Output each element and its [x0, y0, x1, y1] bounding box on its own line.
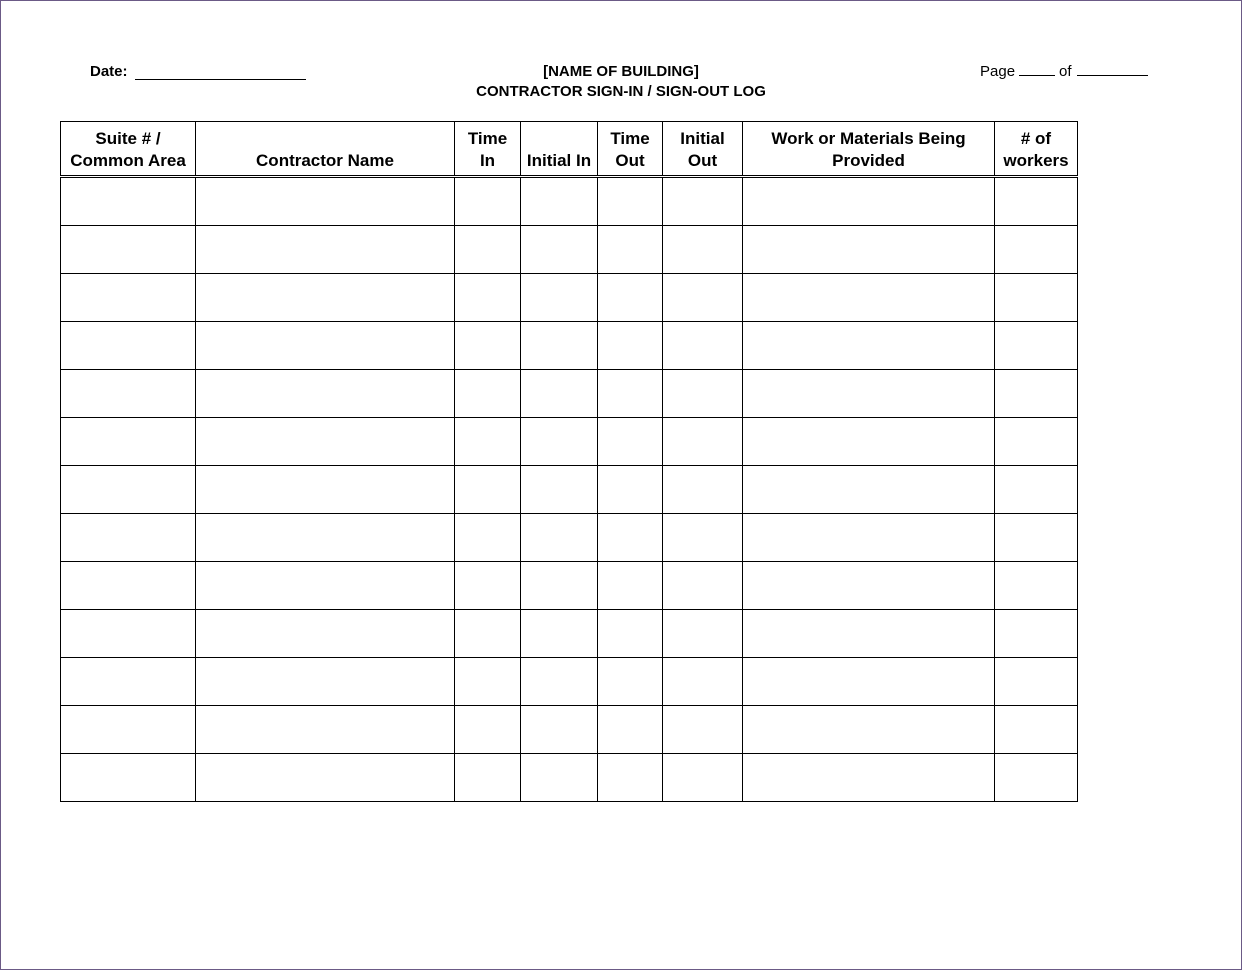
- cell-initial-out[interactable]: [663, 658, 743, 706]
- cell-initial-out[interactable]: [663, 514, 743, 562]
- table-row: [61, 562, 1078, 610]
- cell-time-out[interactable]: [598, 418, 663, 466]
- cell-initial-out[interactable]: [663, 274, 743, 322]
- cell-workers[interactable]: [995, 418, 1078, 466]
- cell-work-materials[interactable]: [743, 274, 995, 322]
- cell-contractor-name[interactable]: [196, 274, 455, 322]
- table-row: [61, 322, 1078, 370]
- cell-work-materials[interactable]: [743, 370, 995, 418]
- cell-suite[interactable]: [61, 370, 196, 418]
- cell-suite[interactable]: [61, 177, 196, 226]
- page-label: Page: [980, 63, 1016, 80]
- cell-time-out[interactable]: [598, 466, 663, 514]
- cell-time-in[interactable]: [455, 226, 521, 274]
- cell-initial-in[interactable]: [521, 706, 598, 754]
- cell-work-materials[interactable]: [743, 706, 995, 754]
- cell-time-out[interactable]: [598, 754, 663, 802]
- cell-suite[interactable]: [61, 226, 196, 274]
- cell-workers[interactable]: [995, 706, 1078, 754]
- cell-contractor-name[interactable]: [196, 610, 455, 658]
- cell-workers[interactable]: [995, 658, 1078, 706]
- cell-workers[interactable]: [995, 177, 1078, 226]
- cell-initial-out[interactable]: [663, 226, 743, 274]
- cell-initial-in[interactable]: [521, 466, 598, 514]
- table-row: [61, 706, 1078, 754]
- table-row: [61, 514, 1078, 562]
- cell-initial-out[interactable]: [663, 610, 743, 658]
- column-header-initial-out: Initial Out: [663, 122, 743, 177]
- cell-time-in[interactable]: [455, 514, 521, 562]
- column-header-time-in: Time In: [455, 122, 521, 177]
- cell-time-out[interactable]: [598, 177, 663, 226]
- cell-contractor-name[interactable]: [196, 322, 455, 370]
- column-header-work-materials: Work or Materials Being Provided: [743, 122, 995, 177]
- cell-suite[interactable]: [61, 754, 196, 802]
- cell-time-in[interactable]: [455, 274, 521, 322]
- cell-suite[interactable]: [61, 466, 196, 514]
- cell-suite[interactable]: [61, 706, 196, 754]
- cell-workers[interactable]: [995, 370, 1078, 418]
- sign-in-log-table: [60, 121, 1078, 802]
- cell-time-out[interactable]: [598, 274, 663, 322]
- cell-time-in[interactable]: [455, 177, 521, 226]
- column-header-initial-in: Initial In: [521, 122, 598, 177]
- column-header-contractor-name: Contractor Name: [196, 122, 455, 177]
- of-label: of: [1059, 63, 1072, 80]
- page-number-block: [980, 63, 1148, 80]
- cell-time-in[interactable]: [455, 706, 521, 754]
- cell-initial-in[interactable]: [521, 658, 598, 706]
- log-title: CONTRACTOR SIGN-IN / SIGN-OUT LOG: [476, 83, 766, 100]
- cell-work-materials[interactable]: [743, 322, 995, 370]
- cell-workers[interactable]: [995, 274, 1078, 322]
- column-header-time-out: Time Out: [598, 122, 663, 177]
- date-blank-line[interactable]: [135, 79, 306, 80]
- cell-workers[interactable]: [995, 466, 1078, 514]
- table-row: [61, 370, 1078, 418]
- cell-initial-out[interactable]: [663, 177, 743, 226]
- page-number-blank[interactable]: [1019, 74, 1055, 76]
- log-body: [61, 177, 1078, 802]
- cell-time-in[interactable]: [455, 418, 521, 466]
- column-header-workers: # of workers: [995, 122, 1078, 177]
- cell-work-materials[interactable]: [743, 562, 995, 610]
- cell-time-out[interactable]: [598, 226, 663, 274]
- cell-work-materials[interactable]: [743, 658, 995, 706]
- column-header-suite: Suite # / Common Area: [61, 122, 196, 177]
- cell-initial-out[interactable]: [663, 322, 743, 370]
- cell-contractor-name[interactable]: [196, 226, 455, 274]
- table-row: [61, 610, 1078, 658]
- cell-contractor-name[interactable]: [196, 177, 455, 226]
- cell-work-materials[interactable]: [743, 610, 995, 658]
- cell-time-out[interactable]: [598, 514, 663, 562]
- cell-contractor-name[interactable]: [196, 562, 455, 610]
- cell-time-in[interactable]: [455, 466, 521, 514]
- table-row: [61, 418, 1078, 466]
- cell-initial-in[interactable]: [521, 418, 598, 466]
- cell-initial-in[interactable]: [521, 754, 598, 802]
- page-total-blank[interactable]: [1077, 74, 1148, 76]
- cell-time-out[interactable]: [598, 610, 663, 658]
- cell-contractor-name[interactable]: [196, 514, 455, 562]
- cell-initial-in[interactable]: [521, 562, 598, 610]
- cell-workers[interactable]: [995, 610, 1078, 658]
- cell-contractor-name[interactable]: [196, 658, 455, 706]
- cell-initial-out[interactable]: [663, 562, 743, 610]
- cell-initial-out[interactable]: [663, 370, 743, 418]
- cell-suite[interactable]: [61, 322, 196, 370]
- cell-time-in[interactable]: [455, 610, 521, 658]
- cell-work-materials[interactable]: [743, 754, 995, 802]
- title-block: [421, 62, 821, 102]
- cell-work-materials[interactable]: [743, 514, 995, 562]
- cell-contractor-name[interactable]: [196, 418, 455, 466]
- cell-suite[interactable]: [61, 562, 196, 610]
- building-name: [NAME OF BUILDING]: [543, 63, 699, 80]
- cell-time-out[interactable]: [598, 322, 663, 370]
- cell-initial-in[interactable]: [521, 610, 598, 658]
- table-row: [61, 226, 1078, 274]
- cell-suite[interactable]: [61, 514, 196, 562]
- cell-time-in[interactable]: [455, 322, 521, 370]
- cell-time-in[interactable]: [455, 754, 521, 802]
- date-label: Date:: [90, 63, 128, 80]
- cell-time-out[interactable]: [598, 562, 663, 610]
- cell-time-out[interactable]: [598, 706, 663, 754]
- cell-initial-in[interactable]: [521, 322, 598, 370]
- cell-time-out[interactable]: [598, 658, 663, 706]
- table-row: [61, 754, 1078, 802]
- cell-time-in[interactable]: [455, 658, 521, 706]
- cell-work-materials[interactable]: [743, 466, 995, 514]
- cell-time-in[interactable]: [455, 562, 521, 610]
- cell-initial-out[interactable]: [663, 466, 743, 514]
- cell-contractor-name[interactable]: [196, 706, 455, 754]
- cell-time-in[interactable]: [455, 370, 521, 418]
- cell-workers[interactable]: [995, 322, 1078, 370]
- cell-work-materials[interactable]: [743, 226, 995, 274]
- cell-time-out[interactable]: [598, 370, 663, 418]
- cell-suite[interactable]: [61, 658, 196, 706]
- cell-initial-in[interactable]: [521, 177, 598, 226]
- cell-initial-out[interactable]: [663, 754, 743, 802]
- cell-workers[interactable]: [995, 226, 1078, 274]
- cell-initial-out[interactable]: [663, 706, 743, 754]
- cell-initial-in[interactable]: [521, 514, 598, 562]
- table-row: [61, 274, 1078, 322]
- cell-contractor-name[interactable]: [196, 370, 455, 418]
- cell-suite[interactable]: [61, 274, 196, 322]
- table-row: [61, 466, 1078, 514]
- cell-initial-out[interactable]: [663, 418, 743, 466]
- cell-contractor-name[interactable]: [196, 754, 455, 802]
- cell-workers[interactable]: [995, 754, 1078, 802]
- cell-contractor-name[interactable]: [196, 466, 455, 514]
- cell-initial-in[interactable]: [521, 274, 598, 322]
- table-row: [61, 177, 1078, 226]
- cell-suite[interactable]: [61, 418, 196, 466]
- table-row: [61, 658, 1078, 706]
- cell-work-materials[interactable]: [743, 177, 995, 226]
- cell-initial-in[interactable]: [521, 370, 598, 418]
- cell-initial-in[interactable]: [521, 226, 598, 274]
- cell-work-materials[interactable]: [743, 418, 995, 466]
- cell-workers[interactable]: [995, 562, 1078, 610]
- cell-workers[interactable]: [995, 514, 1078, 562]
- header-row: [61, 122, 1078, 177]
- cell-suite[interactable]: [61, 610, 196, 658]
